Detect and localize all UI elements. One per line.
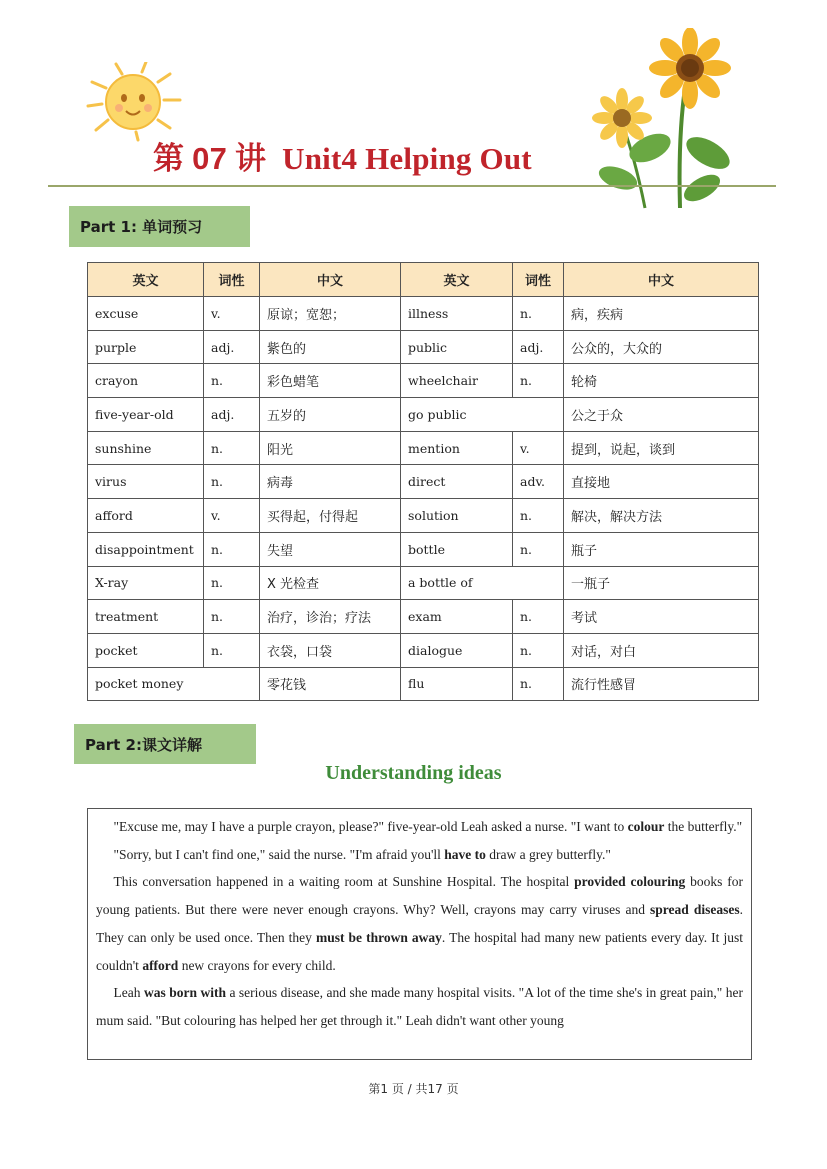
key-phrase: have to [444,846,486,862]
title-prefix: 第 [153,141,185,176]
table-row [88,297,759,331]
word-zh: 直接地 [564,465,759,499]
phrase-en: pocket money [88,667,260,701]
word-en: X-ray [88,566,204,600]
word-en: disappointment [88,532,204,566]
unit-title: Unit4 Helping Out [282,141,532,176]
word-zh: 公之于众 [564,398,759,432]
text-run: Leah [113,985,145,1001]
word-en: excuse [88,297,204,331]
word-en: treatment [88,600,204,634]
table-row [88,398,759,432]
key-phrase: colour [627,819,665,834]
word-en: wheelchair [401,364,513,398]
page-title [153,133,532,178]
vocab-header-row [88,263,759,297]
word-en: mention [401,431,513,465]
text-run: "Sorry, but I can't find one," said the nurse. "I'm afraid you'll [113,846,445,862]
word-pos: adj. [204,330,260,364]
word-pos: n. [513,364,564,398]
word-zh: 买得起，付得起 [260,499,401,533]
word-pos: n. [513,633,564,667]
word-zh: 治疗，诊治；疗法 [260,600,401,634]
word-en: virus [88,465,204,499]
table-row [88,330,759,364]
word-en: direct [401,465,513,499]
word-zh: 病，疾病 [564,297,759,331]
word-pos: v. [204,499,260,533]
word-zh: 一瓶子 [564,566,759,600]
word-zh: 解决，解决方法 [564,499,759,533]
table-row [88,431,759,465]
reading-heading: Understanding ideas [325,762,502,784]
lecture-number: 07 [192,141,228,176]
header-divider [48,185,776,187]
table-row [88,364,759,398]
phrase-en: a bottle of [401,566,564,600]
word-en: five-year-old [88,398,204,432]
word-en: dialogue [401,633,513,667]
word-en: sunshine [88,431,204,465]
word-en: public [401,330,513,364]
word-en: illness [401,297,513,331]
table-row [88,600,759,634]
word-pos: n. [513,297,564,331]
word-zh: 轮椅 [564,364,759,398]
table-row [88,532,759,566]
word-pos: adj. [204,398,260,432]
word-en: exam [401,600,513,634]
header-chinese-1: 中文 [260,263,401,297]
word-pos: adv. [513,465,564,499]
text-run: new crayons for every child. [178,957,336,973]
word-pos: n. [204,532,260,566]
header-english-1: 英文 [88,263,204,297]
part1-heading: Part 1: 单词预习 [69,206,250,247]
sun-illustration [86,62,190,142]
word-zh: 瓶子 [564,532,759,566]
word-en: afford [88,499,204,533]
title-mid: 讲 [235,141,267,176]
part2-heading: Part 2:课文详解 [74,724,256,764]
word-zh: 病毒 [260,465,401,499]
word-pos: n. [204,465,260,499]
word-zh: 阳光 [260,431,401,465]
text-run: books for young patients. But there were never enough crayons. Why? Well, crayons may carry viruses and [96,874,743,918]
paragraph-1 [96,813,743,841]
text-run: This conversation happened in a waiting room at Sunshine Hospital. The hospital [113,874,575,890]
key-phrase: was born with [144,985,226,1001]
word-pos: v. [513,431,564,465]
word-zh: 失望 [260,532,401,566]
paragraph-4 [96,979,743,1034]
word-zh: 彩色蜡笔 [260,364,401,398]
vocab-table [87,262,759,701]
word-pos: v. [204,297,260,331]
word-zh: 公众的，大众的 [564,330,759,364]
word-pos: n. [513,499,564,533]
page-footer: 第1 页 / 共17 页 [368,1082,459,1096]
reading-passage [87,808,752,1060]
header-english-2: 英文 [401,263,513,297]
word-zh: 对话，对白 [564,633,759,667]
word-en: solution [401,499,513,533]
text-run: . They can only be used once. Then they [96,902,743,945]
text-run: "Excuse me, may I have a purple crayon, please?" five-year-old Leah asked a nurse. "I want to [113,819,628,834]
word-pos: n. [513,532,564,566]
word-pos: n. [204,364,260,398]
key-phrase: afford [142,957,179,973]
table-row [88,667,759,701]
word-zh: 零花钱 [260,667,401,701]
header-chinese-2: 中文 [564,263,759,297]
key-phrase: spread diseases [650,902,740,918]
paragraph-2 [96,841,743,869]
header-pos-1: 词性 [204,263,260,297]
word-en: flu [401,667,513,701]
word-en: pocket [88,633,204,667]
paragraph-3 [96,868,743,979]
word-zh: X 光检查 [260,566,401,600]
text-run: a serious disease, and she made many hospital visits. "A lot of the time she's in great pain," her mum said. "But colouring has helped her get through it." Leah didn't want other young [96,985,743,1028]
text-run: . The hospital had many new patients every day. It just couldn't [96,929,743,973]
table-row [88,566,759,600]
text-run: draw a grey butterfly." [485,846,611,862]
word-zh: 考试 [564,600,759,634]
word-zh: 紫色的 [260,330,401,364]
word-zh: 衣袋，口袋 [260,633,401,667]
word-zh: 五岁的 [260,398,401,432]
word-en: crayon [88,364,204,398]
header-pos-2: 词性 [513,263,564,297]
phrase-en: go public [401,398,564,432]
key-phrase: must be thrown away [315,929,442,945]
word-zh: 原谅；宽恕； [260,297,401,331]
word-pos: n. [204,600,260,634]
table-row [88,499,759,533]
table-row [88,633,759,667]
word-pos: n. [204,633,260,667]
word-en: bottle [401,532,513,566]
word-pos: n. [204,566,260,600]
table-row [88,465,759,499]
word-pos: n. [513,667,564,701]
word-pos: adj. [513,330,564,364]
word-en: purple [88,330,204,364]
text-run: the butterfly." [664,819,743,834]
word-pos: n. [204,431,260,465]
word-zh: 提到，说起，谈到 [564,431,759,465]
word-zh: 流行性感冒 [564,667,759,701]
word-pos: n. [513,600,564,634]
key-phrase: provided colouring [574,874,686,890]
